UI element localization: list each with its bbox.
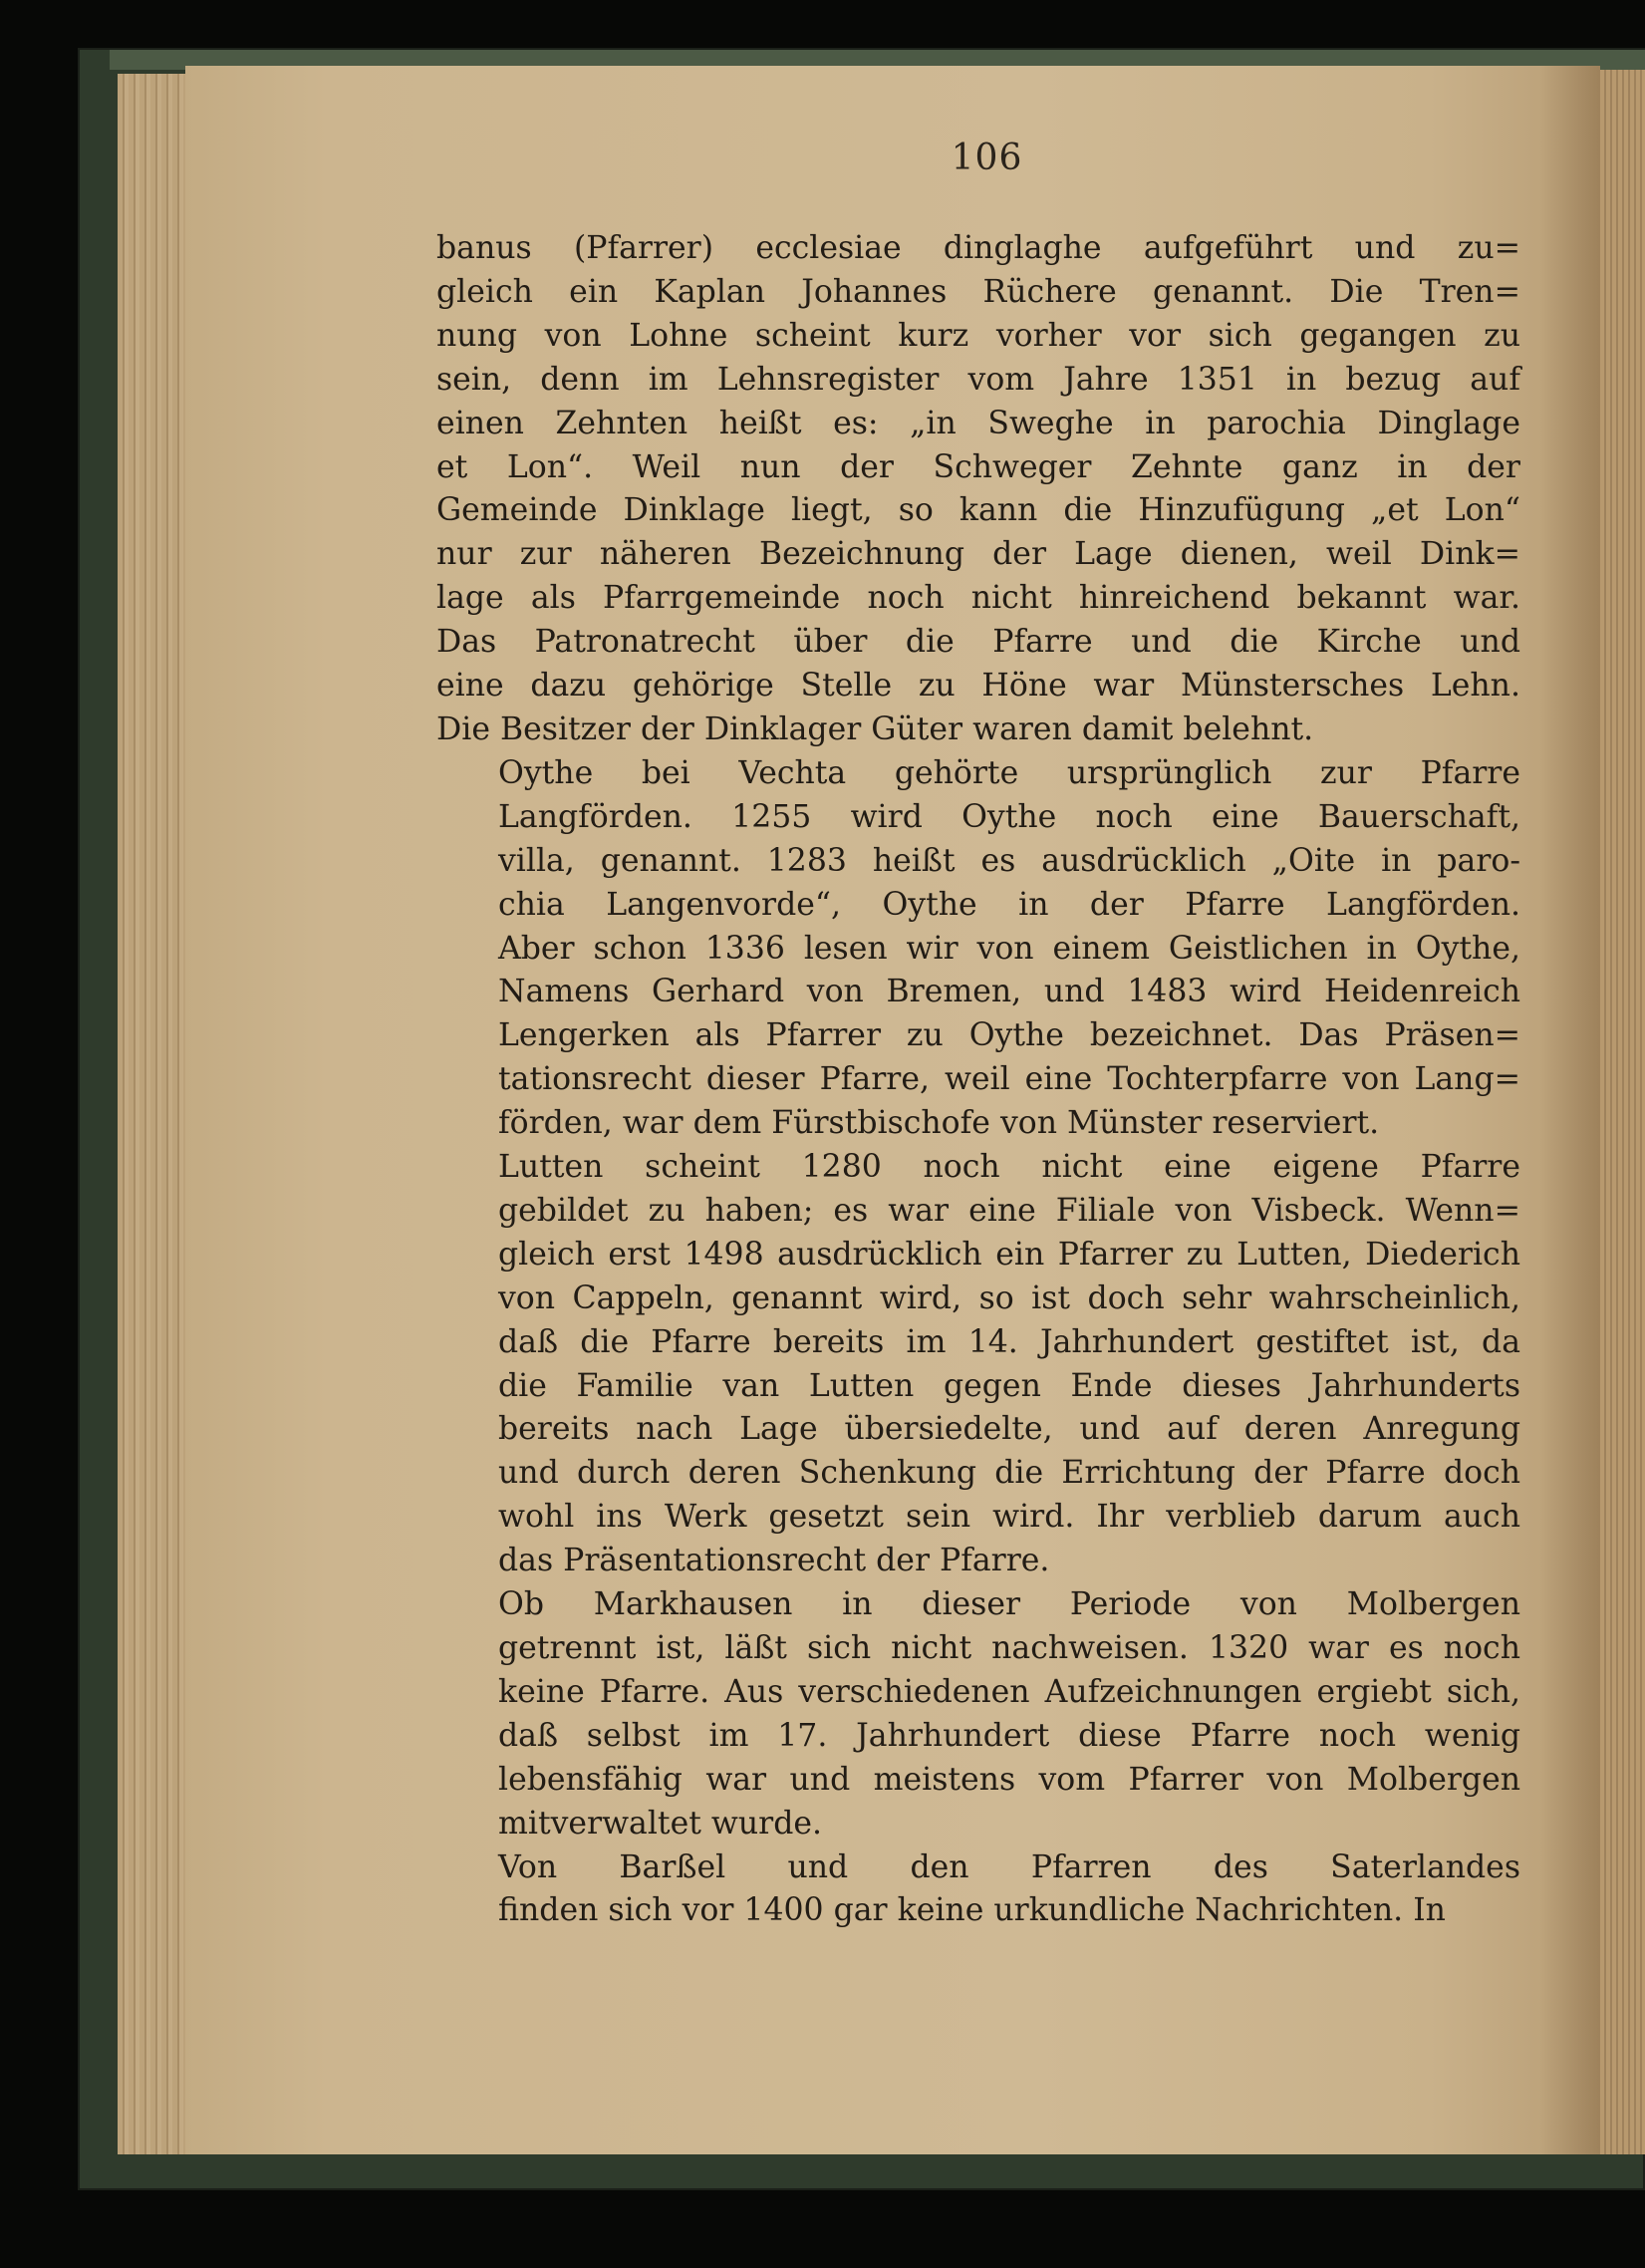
- text-line: villa, genannt. 1283 heißt es ausdrücklich „Oite in paro-: [498, 842, 1520, 879]
- text-line: gleich ein Kaplan Johannes Rüchere genannt. Die Tren=: [436, 273, 1520, 310]
- text-line: Gemeinde Dinklage liegt, so kann die Hinzufügung „et Lon“: [436, 492, 1520, 529]
- text-line: wohl ins Werk gesetzt sein wird. Ihr verblieb darum auch: [498, 1499, 1520, 1536]
- page-number: 106: [951, 138, 1023, 178]
- paragraph: [436, 1583, 1520, 1845]
- text-line: eine dazu gehörige Stelle zu Höne war Münstersches Lehn.: [436, 668, 1520, 705]
- text-line: Langförden. 1255 wird Oythe noch eine Bauerschaft,: [498, 798, 1520, 835]
- text-line: getrennt ist, läßt sich nicht nachweisen. 1320 war es noch: [498, 1630, 1520, 1666]
- text-line: sein, denn im Lehnsregister vom Jahre 1351 in bezug auf: [436, 361, 1520, 398]
- text-line: lebensfähig war und meistens vom Pfarrer von Molbergen: [498, 1761, 1520, 1798]
- text-line: gebildet zu haben; es war eine Filiale von Visbeck. Wenn=: [498, 1192, 1520, 1229]
- text-line: Ob Markhausen in dieser Periode von Molbergen: [498, 1586, 1520, 1623]
- page-stack-left: [118, 74, 185, 2154]
- text-line: Namens Gerhard von Bremen, und 1483 wird Heidenreich: [498, 974, 1520, 1010]
- text-line: Die Besitzer der Dinklager Güter waren damit belehnt.: [436, 710, 1314, 747]
- page-stack-right: [1600, 70, 1645, 2154]
- text-line: Aber schon 1336 lesen wir von einem Geistlichen in Oythe,: [498, 930, 1520, 967]
- text-line: förden, war dem Fürstbischofe von Münster reserviert.: [498, 1105, 1380, 1142]
- text-line: tationsrecht dieser Pfarre, weil eine Tochterpfarre von Lang=: [498, 1061, 1520, 1098]
- text-line: nur zur näheren Bezeichnung der Lage dienen, weil Dink=: [436, 536, 1520, 573]
- text-line: banus (Pfarrer) ecclesiae dinglaghe aufgeführt und zu=: [436, 230, 1520, 266]
- text-line: und durch deren Schenkung die Errichtung der Pfarre doch: [498, 1455, 1520, 1492]
- text-line: daß die Pfarre bereits im 14. Jahrhundert gestiftet ist, da: [498, 1323, 1520, 1360]
- text-line: Lengerken als Pfarrer zu Oythe bezeichnet. Das Präsen=: [498, 1017, 1520, 1054]
- text-line: finden sich vor 1400 gar keine urkundliche Nachrichten. In: [498, 1892, 1446, 1929]
- text-line: gleich erst 1498 ausdrücklich ein Pfarrer zu Lutten, Diederich: [498, 1236, 1520, 1273]
- text-line: lage als Pfarrgemeinde noch nicht hinreichend bekannt war.: [436, 580, 1520, 617]
- text-line: daß selbst im 17. Jahrhundert diese Pfarre noch wenig: [498, 1717, 1520, 1754]
- paragraph: [436, 1146, 1520, 1583]
- text-line: einen Zehnten heißt es: „in Sweghe in parochia Dinglage: [436, 405, 1520, 441]
- text-line: das Präsentationsrecht der Pfarre.: [498, 1543, 1050, 1579]
- text-line: Von Barßel und den Pfarren des Saterlandes: [498, 1848, 1520, 1885]
- page-text: [436, 227, 1520, 1933]
- text-line: Das Patronatrecht über die Pfarre und die Kirche und: [436, 624, 1520, 661]
- text-line: von Cappeln, genannt wird, so ist doch sehr wahrscheinlich,: [498, 1279, 1520, 1316]
- text-line: Lutten scheint 1280 noch nicht eine eigene Pfarre: [498, 1149, 1520, 1186]
- text-line: die Familie van Lutten gegen Ende dieses Jahrhunderts: [498, 1367, 1520, 1404]
- paragraph: [436, 1846, 1520, 1934]
- text-line: Oythe bei Vechta gehörte ursprünglich zur Pfarre: [498, 754, 1520, 791]
- text-line: chia Langenvorde“, Oythe in der Pfarre Langförden.: [498, 886, 1520, 923]
- paragraph: [436, 227, 1520, 752]
- text-line: nung von Lohne scheint kurz vorher vor sich gegangen zu: [436, 317, 1520, 354]
- text-line: mitverwaltet wurde.: [498, 1805, 823, 1842]
- text-line: bereits nach Lage übersiedelte, und auf deren Anregung: [498, 1411, 1520, 1448]
- text-line: et Lon“. Weil nun der Schweger Zehnte ganz in der: [436, 448, 1520, 485]
- text-line: keine Pfarre. Aus verschiedenen Aufzeichnungen ergiebt sich,: [498, 1673, 1520, 1710]
- paragraph: [436, 752, 1520, 1146]
